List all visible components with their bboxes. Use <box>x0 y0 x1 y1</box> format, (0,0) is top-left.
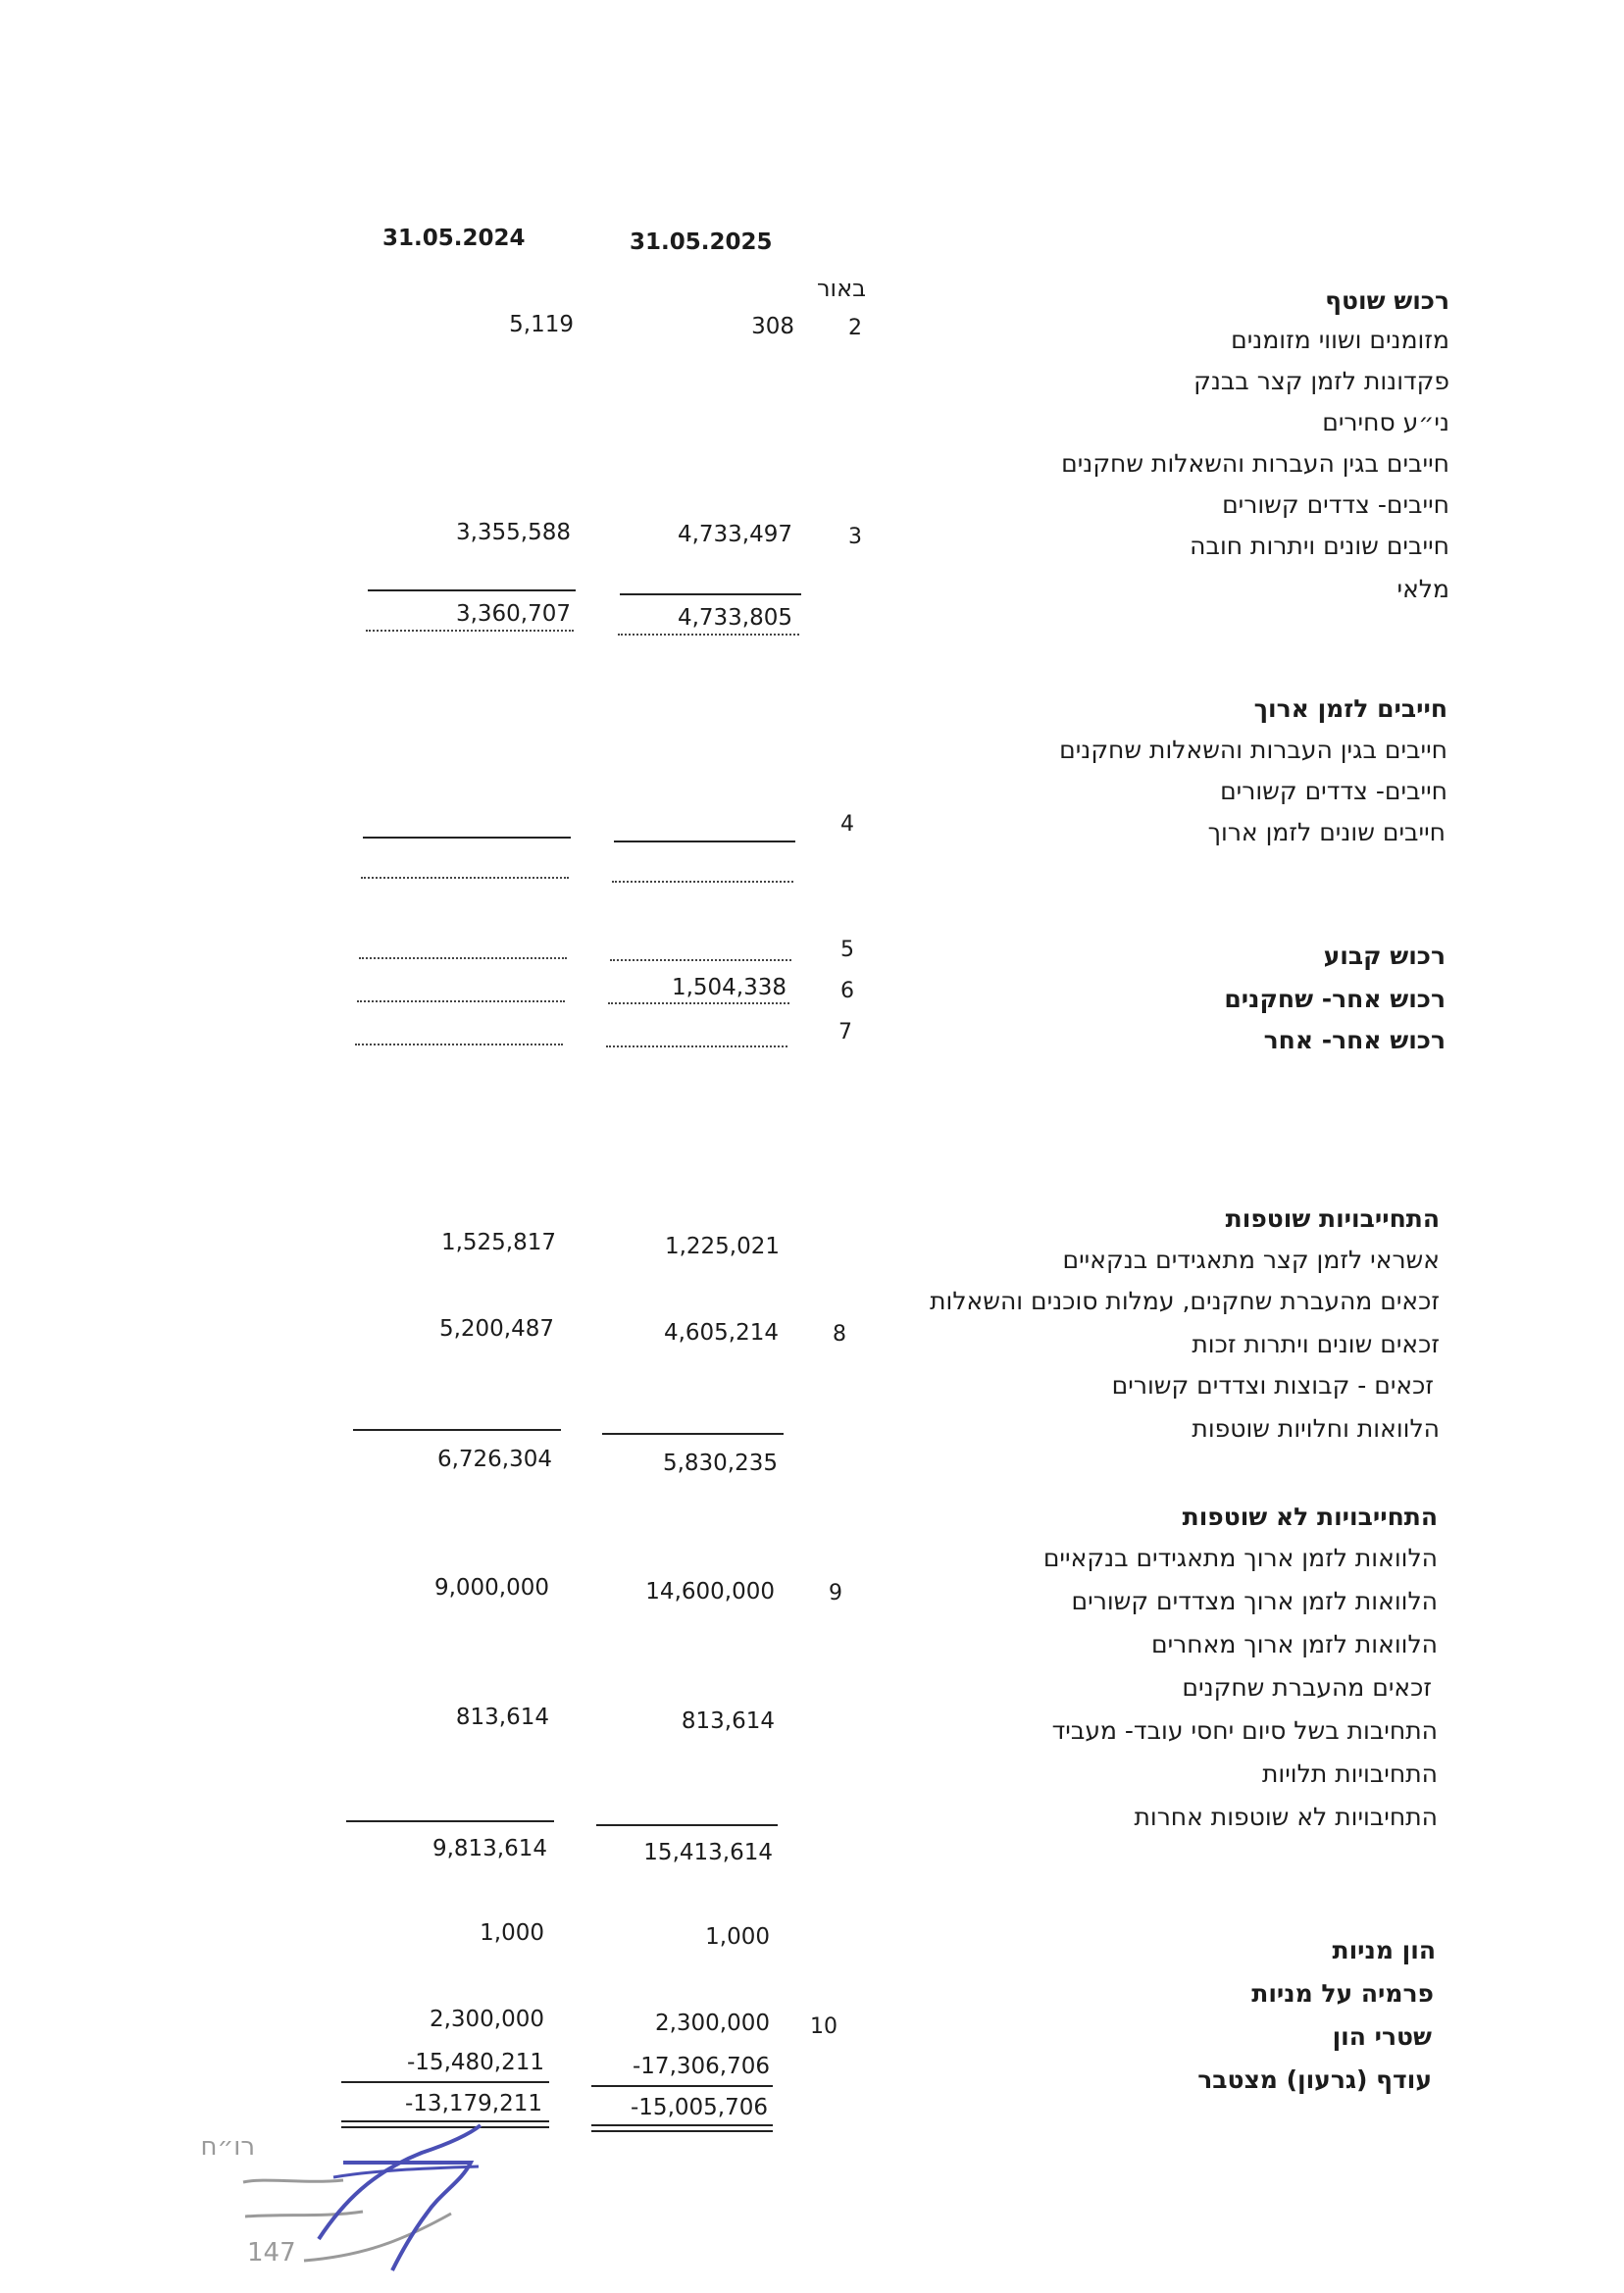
subtotal-rule-2024 <box>363 837 571 839</box>
row-label: הלוואות לזמן ארוך מצדדים קשורים <box>1071 1587 1438 1615</box>
signature-stamp-image <box>200 2123 500 2280</box>
row-label: חייבים- צדדים קשורים <box>1220 777 1447 805</box>
row-note: 3 <box>848 525 862 549</box>
total-current-assets-2024: 3,360,707 <box>455 601 571 627</box>
section-title-other-assets-other: רכוש אחר- אחר <box>1263 1026 1446 1054</box>
note-column-header: באור <box>816 275 866 302</box>
row-note: 4 <box>840 812 854 837</box>
total-current-assets-2025: 4,733,805 <box>677 605 792 631</box>
share-capital-2025: 1,000 <box>705 1924 770 1950</box>
row-note: 6 <box>840 979 854 1003</box>
equity-share-premium-label: פרמיה על מניות <box>1251 1979 1434 2008</box>
total-current-liabilities-2025: 5,830,235 <box>662 1451 778 1476</box>
row-label: חייבים שונים ויתרות חובה <box>1190 532 1449 560</box>
section-title-long-term-receivables: חייבים לזמן ארוך <box>1253 694 1447 723</box>
equity-double-rule-2025 <box>591 2124 773 2132</box>
capital-notes-2025: 2,300,000 <box>654 2011 770 2036</box>
row-value-2024: 1,525,817 <box>440 1230 556 1255</box>
total-non-current-liabilities-2024: 9,813,614 <box>431 1836 547 1861</box>
row-label: הלוואות לזמן ארוך מאחרים <box>1151 1630 1438 1658</box>
equity-subtotal-rule-2025 <box>591 2085 773 2087</box>
row-value-2024: 3,355,588 <box>455 520 571 545</box>
subtotal-rule-2024 <box>368 589 576 591</box>
row-label: הלוואות וחלויות שוטפות <box>1192 1414 1440 1443</box>
row-value-2024: 5,119 <box>509 312 574 337</box>
row-label: חייבים בגין העברות והשאלות שחקנים <box>1059 736 1447 764</box>
row-value-2024: 813,614 <box>455 1705 549 1730</box>
section-title-non-current-liabilities: התחייבויות לא שוטפות <box>1182 1503 1438 1531</box>
equity-capital-notes-label: שטרי הון <box>1332 2022 1432 2051</box>
fixed-assets-dotted-2024 <box>359 957 567 959</box>
row-value-2024: 5,200,487 <box>438 1316 554 1342</box>
section-title-other-assets-players: רכוש אחר- שחקנים <box>1224 985 1446 1013</box>
row-label: התחיבות בשל סיום יחסי עובד- מעביד <box>1051 1716 1438 1745</box>
stamp-text: רו״ח <box>200 2132 255 2162</box>
row-note: 5 <box>840 938 854 962</box>
subtotal-rule-2024 <box>353 1429 561 1431</box>
row-label: חייבים שונים לזמן ארוך <box>1207 818 1446 846</box>
subtotal-rule-2025 <box>620 593 801 595</box>
capital-notes-2024: 2,300,000 <box>429 2007 544 2032</box>
row-value-2024: 9,000,000 <box>433 1575 549 1601</box>
equity-accumulated-deficit-label: עודף (גרעון) מצטבר <box>1197 2065 1432 2094</box>
row-note: 8 <box>833 1322 846 1347</box>
row-value-2025: 14,600,000 <box>645 1579 775 1605</box>
row-label: התחיבויות לא שוטפות אחרות <box>1134 1803 1438 1831</box>
accumulated-deficit-2025: -17,306,706 <box>633 2054 770 2079</box>
subtotal-rule-2025 <box>614 841 795 842</box>
row-label: חייבים בגין העברות והשאלות שחקנים <box>1061 449 1449 478</box>
column-header-2025: 31.05.2025 <box>630 229 773 255</box>
row-label: אשראי לזמן קצר מתאגידים בנקאיים <box>1062 1246 1440 1274</box>
row-label: הלוואות לזמן ארוך מתאגידים בנקאיים <box>1042 1544 1438 1572</box>
total-equity-2024: -13,179,211 <box>405 2091 542 2116</box>
row-label: זכאים מהעברת שחקנים, עמלות סוכנים והשאלות <box>930 1287 1440 1315</box>
other-assets-players-dotted-2024 <box>357 1000 565 1002</box>
subtotal-rule-2025 <box>602 1433 784 1435</box>
section-title-current-liabilities: התחייבויות שוטפות <box>1225 1204 1440 1233</box>
row-value-2025: 308 <box>751 314 794 339</box>
row-value-2025: 4,733,497 <box>677 522 792 547</box>
other-assets-other-dotted-2025 <box>606 1045 787 1047</box>
total-dotted-rule-2025 <box>612 881 793 883</box>
other-assets-other-dotted-2024 <box>355 1044 563 1045</box>
row-value-2025: 813,614 <box>681 1708 775 1734</box>
total-dotted-rule-2025 <box>618 634 799 636</box>
total-equity-2025: -15,005,706 <box>631 2095 768 2120</box>
accumulated-deficit-2024: -15,480,211 <box>407 2050 544 2075</box>
equity-subtotal-rule-2024 <box>341 2081 549 2083</box>
row-note: 2 <box>848 316 862 340</box>
row-note: 7 <box>838 1020 852 1045</box>
row-label: זכאים שונים ויתרות זכות <box>1192 1330 1440 1358</box>
row-note: 10 <box>810 2014 837 2039</box>
column-header-2024: 31.05.2024 <box>382 226 526 251</box>
row-label: התחיבויות תלויות <box>1261 1759 1438 1788</box>
other-assets-players-dotted-2025 <box>608 1002 789 1004</box>
row-label: מלאי <box>1396 575 1449 603</box>
total-current-liabilities-2024: 6,726,304 <box>436 1447 552 1472</box>
fixed-assets-dotted-2025 <box>610 959 791 961</box>
row-note: 9 <box>829 1581 842 1605</box>
total-dotted-rule-2024 <box>361 877 569 879</box>
other-assets-players-2025: 1,504,338 <box>671 975 787 1000</box>
row-label: ני״ע סחירים <box>1322 408 1449 436</box>
row-label: זכאים - קבוצות וצדדים קשורים <box>1111 1371 1434 1400</box>
row-value-2025: 4,605,214 <box>663 1320 779 1346</box>
svg-text:147: 147 <box>247 2238 296 2268</box>
subtotal-rule-2024 <box>346 1820 554 1822</box>
subtotal-rule-2025 <box>596 1824 778 1826</box>
section-title-current-assets: רכוש שוטף <box>1325 286 1449 315</box>
row-value-2025: 1,225,021 <box>664 1234 780 1259</box>
equity-share-capital-label: הון מניות <box>1332 1936 1436 1964</box>
total-non-current-liabilities-2025: 15,413,614 <box>643 1840 773 1865</box>
total-dotted-rule-2024 <box>366 630 574 632</box>
row-label: זכאים מהעברת שחקנים <box>1182 1673 1432 1702</box>
share-capital-2024: 1,000 <box>480 1920 544 1946</box>
row-label: חייבים- צדדים קשורים <box>1222 490 1449 519</box>
row-label: מזומנים ושווי מזומנים <box>1231 326 1449 354</box>
section-title-fixed-assets: רכוש קבוע <box>1323 942 1446 970</box>
row-label: פקדונות לזמן קצר בבנק <box>1193 367 1449 395</box>
